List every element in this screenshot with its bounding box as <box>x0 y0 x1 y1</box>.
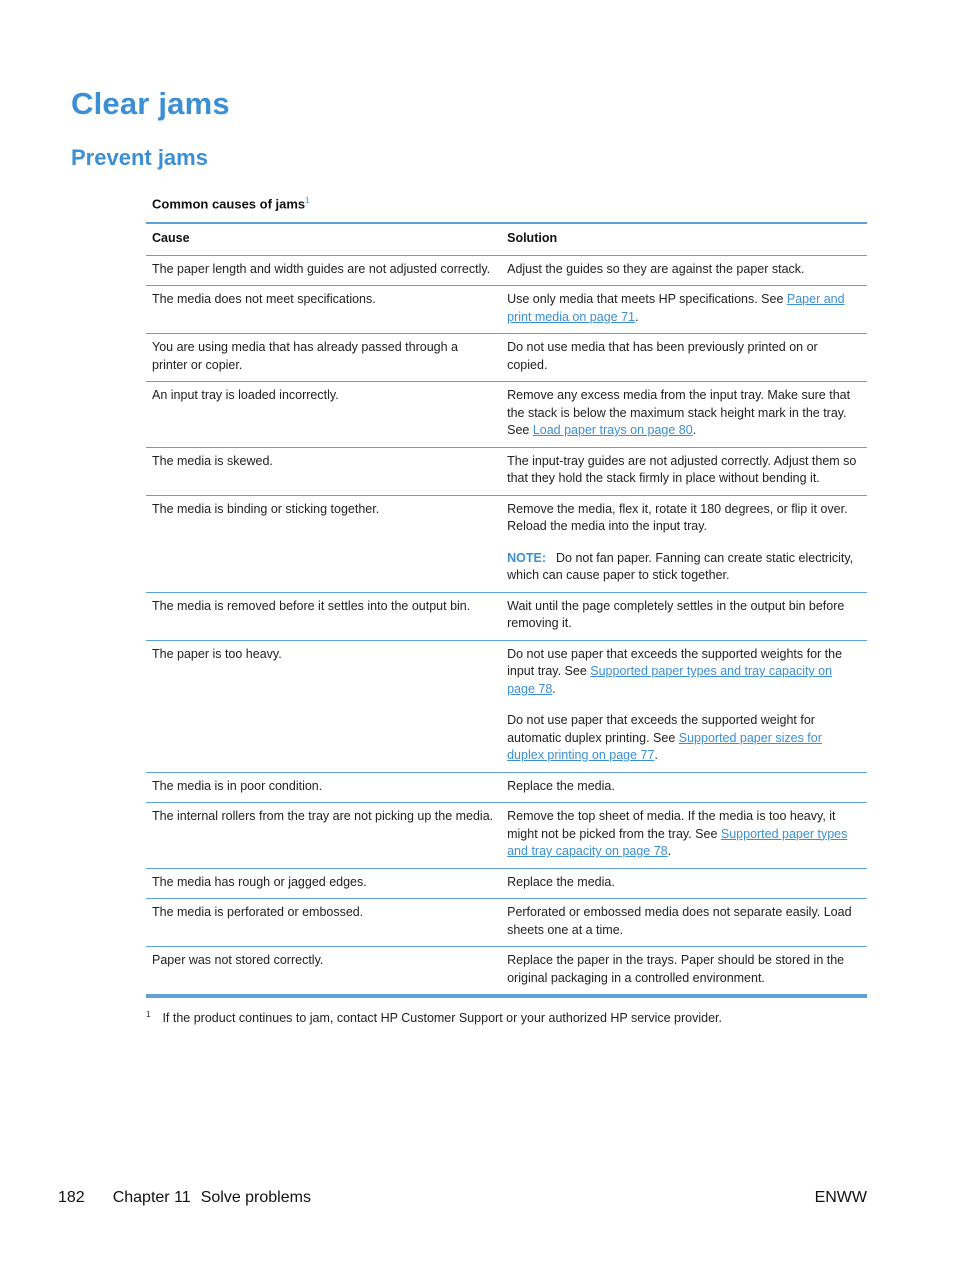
note-block <box>507 550 861 585</box>
cause-cell: The media is in poor condition. <box>146 772 501 803</box>
table-caption <box>152 196 310 211</box>
solution-cell <box>501 286 867 334</box>
supported-paper-types-link[interactable]: Supported paper types and tray capacity on page 78 <box>507 664 833 696</box>
solution-text: Use only media that meets HP specifications. See <box>507 292 787 306</box>
solution-cell: Replace the media. <box>501 868 867 899</box>
solution-cell <box>501 382 867 448</box>
table-row <box>146 772 867 803</box>
table-row <box>146 334 867 382</box>
cause-cell: An input tray is loaded incorrectly. <box>146 382 501 448</box>
cause-cell: You are using media that has already passed through a printer or copier. <box>146 334 501 382</box>
cause-cell: The media does not meet specifications. <box>146 286 501 334</box>
cause-cell: The media is binding or sticking together. <box>146 495 501 592</box>
note-label: NOTE: <box>507 550 546 565</box>
page-footer-left <box>58 1189 339 1207</box>
solution-text: Do not use paper that exceeds the supported weights for the input tray. See <box>507 646 843 678</box>
table-row <box>146 447 867 495</box>
solution-paragraph <box>507 712 861 765</box>
solution-text: . <box>634 309 639 324</box>
load-paper-trays-link[interactable]: Load paper trays on page 80 <box>532 423 693 437</box>
cause-cell: The paper is too heavy. <box>146 640 501 772</box>
cause-cell: The media is removed before it settles into the output bin. <box>146 592 501 640</box>
page-number: 182 <box>58 1189 85 1206</box>
solution-text: Remove the media, flex it, rotate it 180 degrees, or flip it over. Reload the media into the input tray. <box>507 501 848 533</box>
solution-cell: Replace the paper in the trays. Paper should be stored in the original packaging in a controlled environment. <box>507 953 845 985</box>
table-caption-footnote-mark: 1 <box>305 196 310 205</box>
column-header-solution: Solution <box>501 223 867 255</box>
table-footnote <box>146 1010 722 1025</box>
cause-cell: The media is perforated or embossed. <box>146 899 501 947</box>
table-row <box>146 899 867 947</box>
section-title: Prevent jams <box>71 145 208 170</box>
solution-cell: Do not use media that has been previously printed on or copied. <box>501 334 867 382</box>
page-footer-right: ENWW <box>814 1189 867 1206</box>
solution-cell: Perforated or embossed media does not separate easily. Load sheets one at a time. <box>501 899 867 947</box>
cause-cell: The internal rollers from the tray are not picking up the media. <box>146 803 501 869</box>
solution-text: Do not use paper that exceeds the supported weight for automatic duplex printing. See <box>507 713 815 745</box>
solution-cell: The input-tray guides are not adjusted correctly. Adjust them so that they hold the stack firmly in place without bending it. <box>501 447 867 495</box>
chapter-title: Solve problems <box>200 1189 311 1206</box>
solution-text: Remove any excess media from the input tray. Make sure that the stack is below the maximum stack height mark in the tray. See <box>507 388 851 437</box>
cause-cell: The paper length and width guides are not adjusted correctly. <box>146 255 501 286</box>
table-row <box>146 868 867 899</box>
table-row <box>146 255 867 286</box>
table-row <box>146 803 867 869</box>
solution-text: Remove the top sheet of media. If the media is too heavy, it might not be picked from the tray. See <box>507 809 836 841</box>
cause-cell: The media has rough or jagged edges. <box>146 868 501 899</box>
solution-cell: Replace the media. <box>501 772 867 803</box>
solution-text: . <box>667 844 672 858</box>
footnote-mark: 1 <box>146 1010 151 1019</box>
table-header-row <box>146 223 867 255</box>
page-title: Clear jams <box>71 86 230 121</box>
table-row <box>146 592 867 640</box>
solution-cell <box>501 495 867 592</box>
solution-cell: Wait until the page completely settles in the output bin before removing it. <box>501 592 867 640</box>
paper-and-print-media-link[interactable]: Paper and print media on page 71 <box>507 292 845 324</box>
table-row <box>146 286 867 334</box>
footnote-text: If the product continues to jam, contact HP Customer Support or your authorized HP service provider. <box>162 1011 722 1026</box>
table-row <box>146 947 867 997</box>
solution-text: . <box>552 681 556 696</box>
solution-cell <box>501 803 867 869</box>
table-row <box>146 640 867 772</box>
supported-paper-sizes-duplex-link[interactable]: Supported paper sizes for duplex printing on page 77 <box>507 730 822 762</box>
solution-paragraph <box>507 646 861 699</box>
supported-paper-types-link[interactable]: Supported paper types and tray capacity on page 78 <box>507 826 848 858</box>
chapter-label: Chapter 11 <box>112 1189 191 1206</box>
table-caption-text: Common causes of jams <box>152 196 306 212</box>
solution-text: . <box>692 423 697 437</box>
solution-cell: Adjust the guides so they are against the paper stack. <box>501 255 867 286</box>
table-row <box>146 382 867 448</box>
column-header-cause: Cause <box>146 223 501 255</box>
table-row <box>146 495 867 592</box>
cause-cell: The media is skewed. <box>146 447 501 495</box>
solution-cell <box>501 640 867 772</box>
cause-cell: Paper was not stored correctly. <box>152 953 324 967</box>
solution-text: . <box>654 748 658 762</box>
jam-causes-table <box>146 222 867 998</box>
note-text: Do not fan paper. Fanning can create static electricity, which can cause paper to stick together. <box>507 550 854 582</box>
